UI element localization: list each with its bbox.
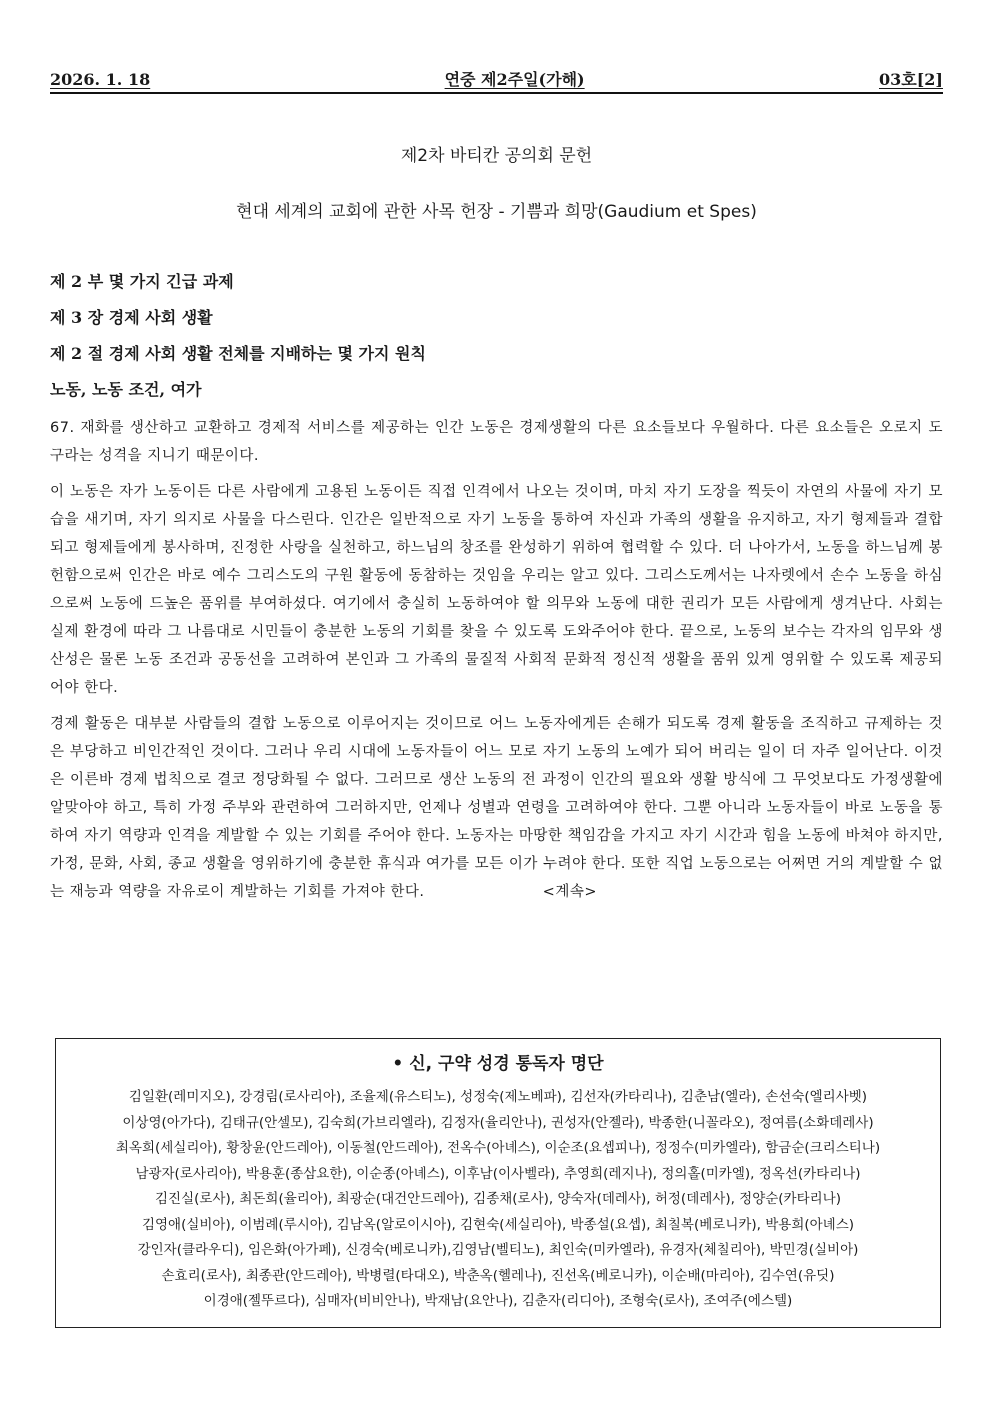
paragraph [50,710,943,906]
bullet-icon: • [392,1054,404,1074]
names-line: 최옥희(세실리아), 황창윤(안드레아), 이동철(안드레아), 전옥수(아녜스), 이순조(요셉피나), 정정수(미카엘라), 함금순(크리스티나) [115,1140,881,1156]
box-title [66,1051,930,1077]
document-subtitle: 현대 세계의 교회에 관한 사목 헌장 - 기쁨과 희망(Gaudium et Spes) [236,202,757,222]
names-line: 김진실(로사), 최돈희(율리아), 최광순(대건안드레아), 김종채(로사), 양숙자(데레사), 허정(데레사), 정양순(카타리나) [155,1191,841,1207]
names-line: 김일환(레미지오), 강경림(로사리아), 조율제(유스티노), 성정숙(제노베파), 김선자(카타리나), 김춘남(엘라), 손선숙(엘리사벳) [128,1089,868,1105]
heading-part: 제 2 부 몇 가지 긴급 과제 [50,272,234,291]
box-title-text: 신, 구약 성경 통독자 명단 [409,1054,604,1074]
heading-section: 제 2 절 경제 사회 생활 전체를 지배하는 몇 가지 원칙 [50,344,426,363]
document-title: 제2차 바티칸 공의회 문헌 [400,146,593,166]
paragraph: 이 노동은 자가 노동이든 다른 사람에게 고용된 노동이든 직접 인격에서 나오는 것이며, 마치 자기 도장을 찍듯이 자연의 사물에 자기 모습을 새기며, 자기 의지로 사물을 다스린다. 인간은 일반적으로 자기 노동을 통하여 자신과 가족의 생활을 유지하고, 자기 형제들과 결합되고 형제들에게 봉사하며, 진정한 사랑을 실천하고, 하느님의 창조를 완성하기 위하여 협력할 수 있다. 더 나아가서, 노동을 하느님께 봉헌함으로써 인간은 바로 예수 그리스도의 구원 활동에 동참하는 것임을 우리는 알고 있다. 그리스도께서는 나자렛에서 손수 노동을 하심으로써 노동에 드높은 품위를 부여하셨다. 여기에서 충실히 노동하여야 할 의무와 노동에 대한 권리가 모든 사람에게 생겨난다. 사회는 실제 환경에 따라 그 나름대로 시민들이 충분한 노동의 기회를 찾을 수 있도록 도와주어야 한다. 끝으로, 노동의 보수는 각자의 임무와 생산성은 물론 노동 조건과 공동선을 고려하여 본인과 그 가족의 물질적 사회적 문화적 정신적 생활을 품위 있게 영위할 수 있도록 제공되어야 한다. [50,484,943,696]
document-body [50,414,943,914]
heading-topic: 노동, 노동 조건, 여가 [50,380,202,399]
section-headings [50,268,943,412]
names-line: 남광자(로사리아), 박용훈(종삼요한), 이순종(아녜스), 이후남(이사벨라), 추영희(레지나), 정의홀(미카엘), 정옥선(카타리나) [135,1165,861,1182]
names-line: 손효리(로사), 최종관(안드레아), 박병렬(타대오), 박춘옥(헬레나), 진선옥(베로니카), 이순배(마리아), 김수연(유딧) [161,1267,835,1284]
names-line: 이경애(젤뚜르다), 심매자(비비안나), 박재남(요안나), 김춘자(리디아), 조형숙(로사), 조여주(에스텔) [203,1293,793,1309]
bible-readers-box [55,1038,941,1328]
header-issue-number: 03호[2] [878,70,943,89]
names-line: 강인자(클라우디), 임은화(아가페), 신경숙(베로니카),김영남(벨티노), 최인숙(미카엘라), 유경자(체칠리아), 박민경(실비아) [137,1242,859,1258]
reader-names [66,1085,930,1315]
names-line: 이상영(아가다), 김태규(안셀모), 김숙희(가브리엘라), 김정자(율리안나), 권성자(안젤라), 박종한(니꼴라오), 정여름(소화데레사) [122,1114,874,1131]
page-header [50,66,943,94]
paragraph: 67. 재화를 생산하고 교환하고 경제적 서비스를 제공하는 인간 노동은 경제생활의 다른 요소들보다 우월하다. 다른 요소들은 오로지 도구라는 성격을 지니기 때문이다. [50,420,943,464]
paragraph-text: 경제 활동은 대부분 사람들의 결합 노동으로 이루어지는 것이므로 어느 노동자에게든 손해가 되도록 경제 활동을 조직하고 규제하는 것은 부당하고 비인간적인 것이다. 그러나 우리 시대에 노동자들이 어느 모로 자기 노동의 노예가 되어 버리는 일이 더 자주 일어난다. 이것은 이른바 경제 법칙으로 결코 정당화될 수 없다. 그러므로 생산 노동의 전 과정이 인간의 필요와 생활 방식에 그 무엇보다도 가정생활에 알맞아야 하고, 특히 가정 주부와 관련하여 그러하지만, 언제나 성별과 연령을 고려하여야 한다. 그뿐 아니라 노동자들이 바로 노동을 통하여 자기 역량과 인격을 계발할 수 있는 기회를 주어야 한다. 노동자는 마땅한 책임감을 가지고 자기 시간과 힘을 노동에 바쳐야 하지만, 가정, 문화, 사회, 종교 생활을 영위하기에 충분한 휴식과 여가를 모든 이가 누려야 한다. 또한 직업 노동으로는 어쩌면 거의 계발할 수 없는 재능과 역량을 자유로이 계발하는 기회를 가져야 한다. [50,716,943,900]
header-liturgical-day: 연중 제2주일(가해) [444,70,585,89]
header-date: 2026. 1. 18 [50,70,151,89]
continue-mark: <계속> [542,884,597,900]
names-line: 김영애(실비아), 이범례(루시아), 김남옥(알로이시아), 김현숙(세실리아), 박종설(요셉), 최칠복(베로니카), 박용희(아녜스) [141,1216,855,1233]
heading-chapter: 제 3 장 경제 사회 생활 [50,308,213,327]
